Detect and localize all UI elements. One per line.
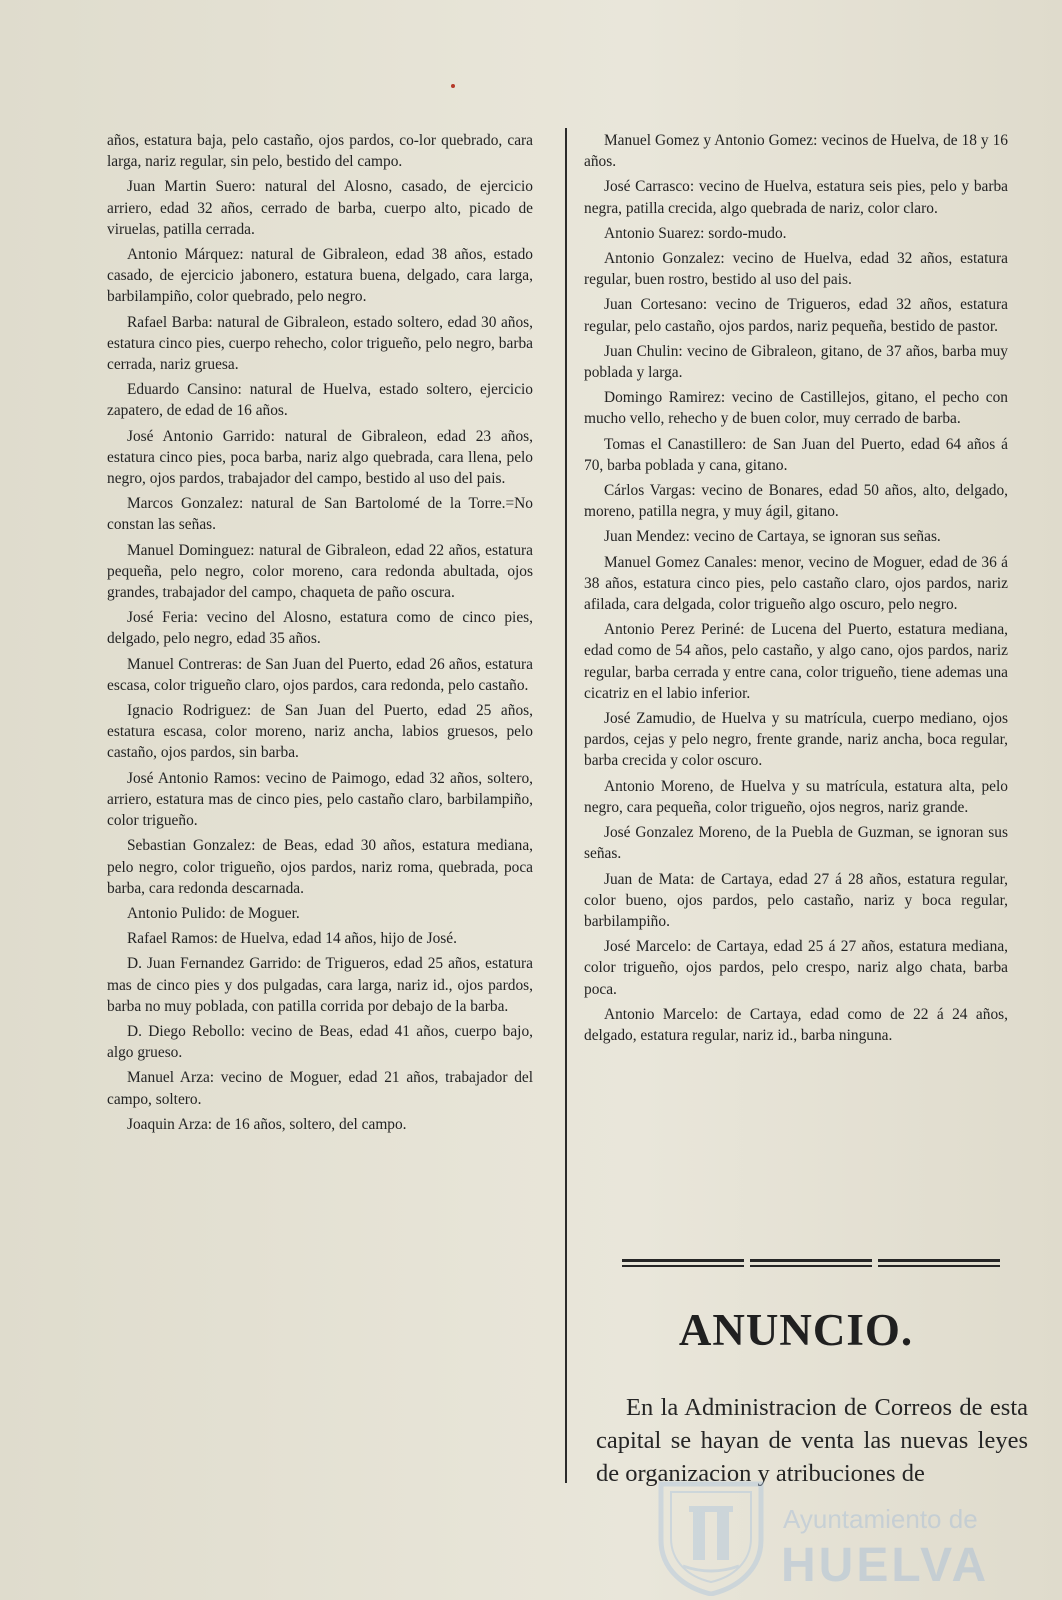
notice-entry: Antonio Márquez: natural de Gibraleon, edad 38 años, estado casado, de ejercicio jabonero, estatura buena, delgado, cara larga, barbilampiño, color quebrado, pelo negro. bbox=[107, 246, 533, 306]
notice-entry: Juan de Mata: de Cartaya, edad 27 á 28 años, estatura regular, color bueno, ojos pardos, pelo castaño, nariz y boca regular, barbilampiño. bbox=[584, 870, 1008, 930]
watermark-line2: HUELVA bbox=[781, 1539, 990, 1592]
right-column bbox=[584, 130, 1008, 1050]
notice-entry: Antonio Marcelo: de Cartaya, edad como de 22 á 24 años, delgado, estatura regular, nariz id., barba ninguna. bbox=[584, 1005, 1008, 1044]
notice-entry: José Antonio Garrido: natural de Gibraleon, edad 23 años, estatura cinco pies, poca barba, nariz algo quebrada, cara llena, pelo negro, ojos pardos, trabajador del campo, bestido al uso del pais. bbox=[107, 427, 533, 488]
notice-entry: Juan Martin Suero: natural del Alosno, casado, de ejercicio arriero, edad 32 años, cerrado de barba, cuerpo alto, picado de viruelas, patilla cerrada. bbox=[107, 178, 533, 238]
notice-entry: Domingo Ramirez: vecino de Castillejos, gitano, el pecho con mucho vello, rehecho y de buen color, muy cerrado de barba. bbox=[584, 389, 1008, 428]
notice-entry: Antonio Pulido: de Moguer. bbox=[127, 904, 300, 922]
notice-entry: Ignacio Rodriguez: de San Juan del Puerto, edad 25 años, estatura escasa, color moreno, nariz ancha, labios gruesos, pelo castaño, ojos pardos, sin barba. bbox=[107, 702, 533, 762]
notice-entry: José Carrasco: vecino de Huelva, estatura seis pies, pelo y barba negra, patilla crecida, algo quebrada de nariz, color claro. bbox=[584, 178, 1008, 217]
notice-entry: Manuel Gomez y Antonio Gomez: vecinos de Huelva, de 18 y 16 años. bbox=[584, 132, 1008, 171]
notice-entry: Joaquin Arza: de 16 años, soltero, del campo. bbox=[127, 1115, 407, 1133]
notice-entry: Manuel Contreras: de San Juan del Puerto, edad 26 años, estatura escasa, color trigueño claro, ojos pardos, cara redonda, pelo castaño. bbox=[107, 655, 533, 694]
notice-entry: Tomas el Canastillero: de San Juan del Puerto, edad 64 años á 70, barba poblada y cana, gitano. bbox=[584, 435, 1008, 474]
notice-entry: Rafael Ramos: de Huelva, edad 14 años, hijo de José. bbox=[127, 930, 457, 948]
notice-entry: Juan Cortesano: vecino de Trigueros, edad 32 años, estatura regular, pelo castaño, ojos pardos, nariz pequeña, bestido de pastor. bbox=[584, 296, 1008, 335]
ornamental-rule bbox=[622, 1259, 1000, 1267]
notice-entry: D. Diego Rebollo: vecino de Beas, edad 41 años, cuerpo bajo, algo grueso. bbox=[107, 1022, 533, 1062]
notice-entry: Manuel Arza: vecino de Moguer, edad 21 años, trabajador del campo, soltero. bbox=[107, 1069, 533, 1108]
notice-entry: Antonio Moreno, de Huelva y su matrícula, estatura alta, pelo negro, cara pequeña, color trigueño, ojos negros, nariz grande. bbox=[584, 777, 1008, 816]
notice-entry: Sebastian Gonzalez: de Beas, edad 30 años, estatura mediana, pelo negro, color trigueño, ojos pardos, nariz roma, quebrada, poca barba, cara redonda descarnada. bbox=[107, 837, 533, 897]
notice-entry: José Gonzalez Moreno, de la Puebla de Guzman, se ignoran sus señas. bbox=[584, 824, 1008, 863]
ink-speck bbox=[451, 84, 455, 88]
notice-entry: Manuel Gomez Canales: menor, vecino de Moguer, edad de 36 á 38 años, estatura cinco pies, pelo castaño claro, ojos pardos, nariz afilada, cara delgada, color trigueño algo oscuro, pelo negro. bbox=[584, 553, 1008, 614]
coat-of-arms-icon bbox=[655, 1478, 767, 1596]
notice-entry: años, estatura baja, pelo castaño, ojos pardos, co-lor quebrado, cara larga, nariz regular, sin pelo, bestido del campo. bbox=[107, 132, 533, 171]
notice-entry: Juan Mendez: vecino de Cartaya, se ignoran sus señas. bbox=[604, 528, 941, 546]
notice-entry: Cárlos Vargas: vecino de Bonares, edad 50 años, alto, delgado, moreno, patilla negra, y muy ágil, gitano. bbox=[584, 482, 1008, 521]
notice-entry: Juan Chulin: vecino de Gibraleon, gitano, de 37 años, barba muy poblada y larga. bbox=[584, 342, 1008, 382]
notice-entry: Antonio Suarez: sordo-mudo. bbox=[604, 224, 787, 242]
notice-entry: Rafael Barba: natural de Gibraleon, estado soltero, edad 30 años, estatura cinco pies, cuerpo rehecho, color trigueño, pelo negro, barba cerrada, nariz gruesa. bbox=[107, 313, 533, 374]
notice-entry: José Antonio Ramos: vecino de Paimogo, edad 32 años, soltero, arriero, estatura mas de cinco pies, pelo castaño claro, barbilampiño, color trigueño. bbox=[107, 769, 533, 830]
notice-entry: Manuel Dominguez: natural de Gibraleon, edad 22 años, estatura pequeña, pelo negro, color moreno, cara redonda abultada, ojos grandes, trabajador del campo, chaqueta de paño oscura. bbox=[107, 541, 533, 602]
ornament-segment bbox=[878, 1259, 1000, 1267]
watermark-line1: Ayuntamiento de bbox=[783, 1504, 978, 1534]
notice-entry: Antonio Perez Periné: de Lucena del Puerto, estatura mediana, edad como de 54 años, pelo castaño, y algo cano, ojos pardos, nariz regular, barba cerrada y entre cana, color trigueño, tiene ademas una cicatriz en el labio inferior. bbox=[584, 621, 1008, 702]
left-column bbox=[107, 130, 533, 1139]
notice-entry: Antonio Gonzalez: vecino de Huelva, edad 32 años, estatura regular, buen rostro, bestido al uso del pais. bbox=[584, 250, 1008, 289]
anuncio-body: En la Administracion de Correos de esta capital se hayan de venta las nuevas leyes de organizacion y atribuciones de bbox=[596, 1394, 1028, 1487]
column-divider bbox=[565, 128, 567, 1483]
notice-entry: José Zamudio, de Huelva y su matrícula, cuerpo mediano, ojos pardos, cejas y pelo negro, frente grande, nariz ancha, boca regular, barba crecida y color oscuro. bbox=[584, 710, 1008, 770]
notice-entry: D. Juan Fernandez Garrido: de Trigueros, edad 25 años, estatura mas de cinco pies y dos pulgadas, cara larga, nariz id., ojos pardos, barba no muy poblada, con patilla corrida por debajo de la barba. bbox=[107, 955, 533, 1015]
notice-entry: José Feria: vecino del Alosno, estatura como de cinco pies, delgado, pelo negro, edad 35 años. bbox=[107, 609, 533, 648]
ornament-segment bbox=[622, 1259, 744, 1267]
notice-entry: Marcos Gonzalez: natural de San Bartolomé de la Torre.=No constan las señas. bbox=[107, 495, 533, 534]
ornament-segment bbox=[750, 1259, 872, 1267]
notice-entry: José Marcelo: de Cartaya, edad 25 á 27 años, estatura mediana, color trigueño, ojos pardos, pelo crespo, nariz algo chata, barba poca. bbox=[584, 938, 1008, 998]
notice-entry: Eduardo Cansino: natural de Huelva, estado soltero, ejercicio zapatero, de edad de 16 años. bbox=[107, 381, 533, 420]
archive-watermark bbox=[655, 1478, 995, 1600]
anuncio-title: ANUNCIO. bbox=[678, 1305, 914, 1355]
